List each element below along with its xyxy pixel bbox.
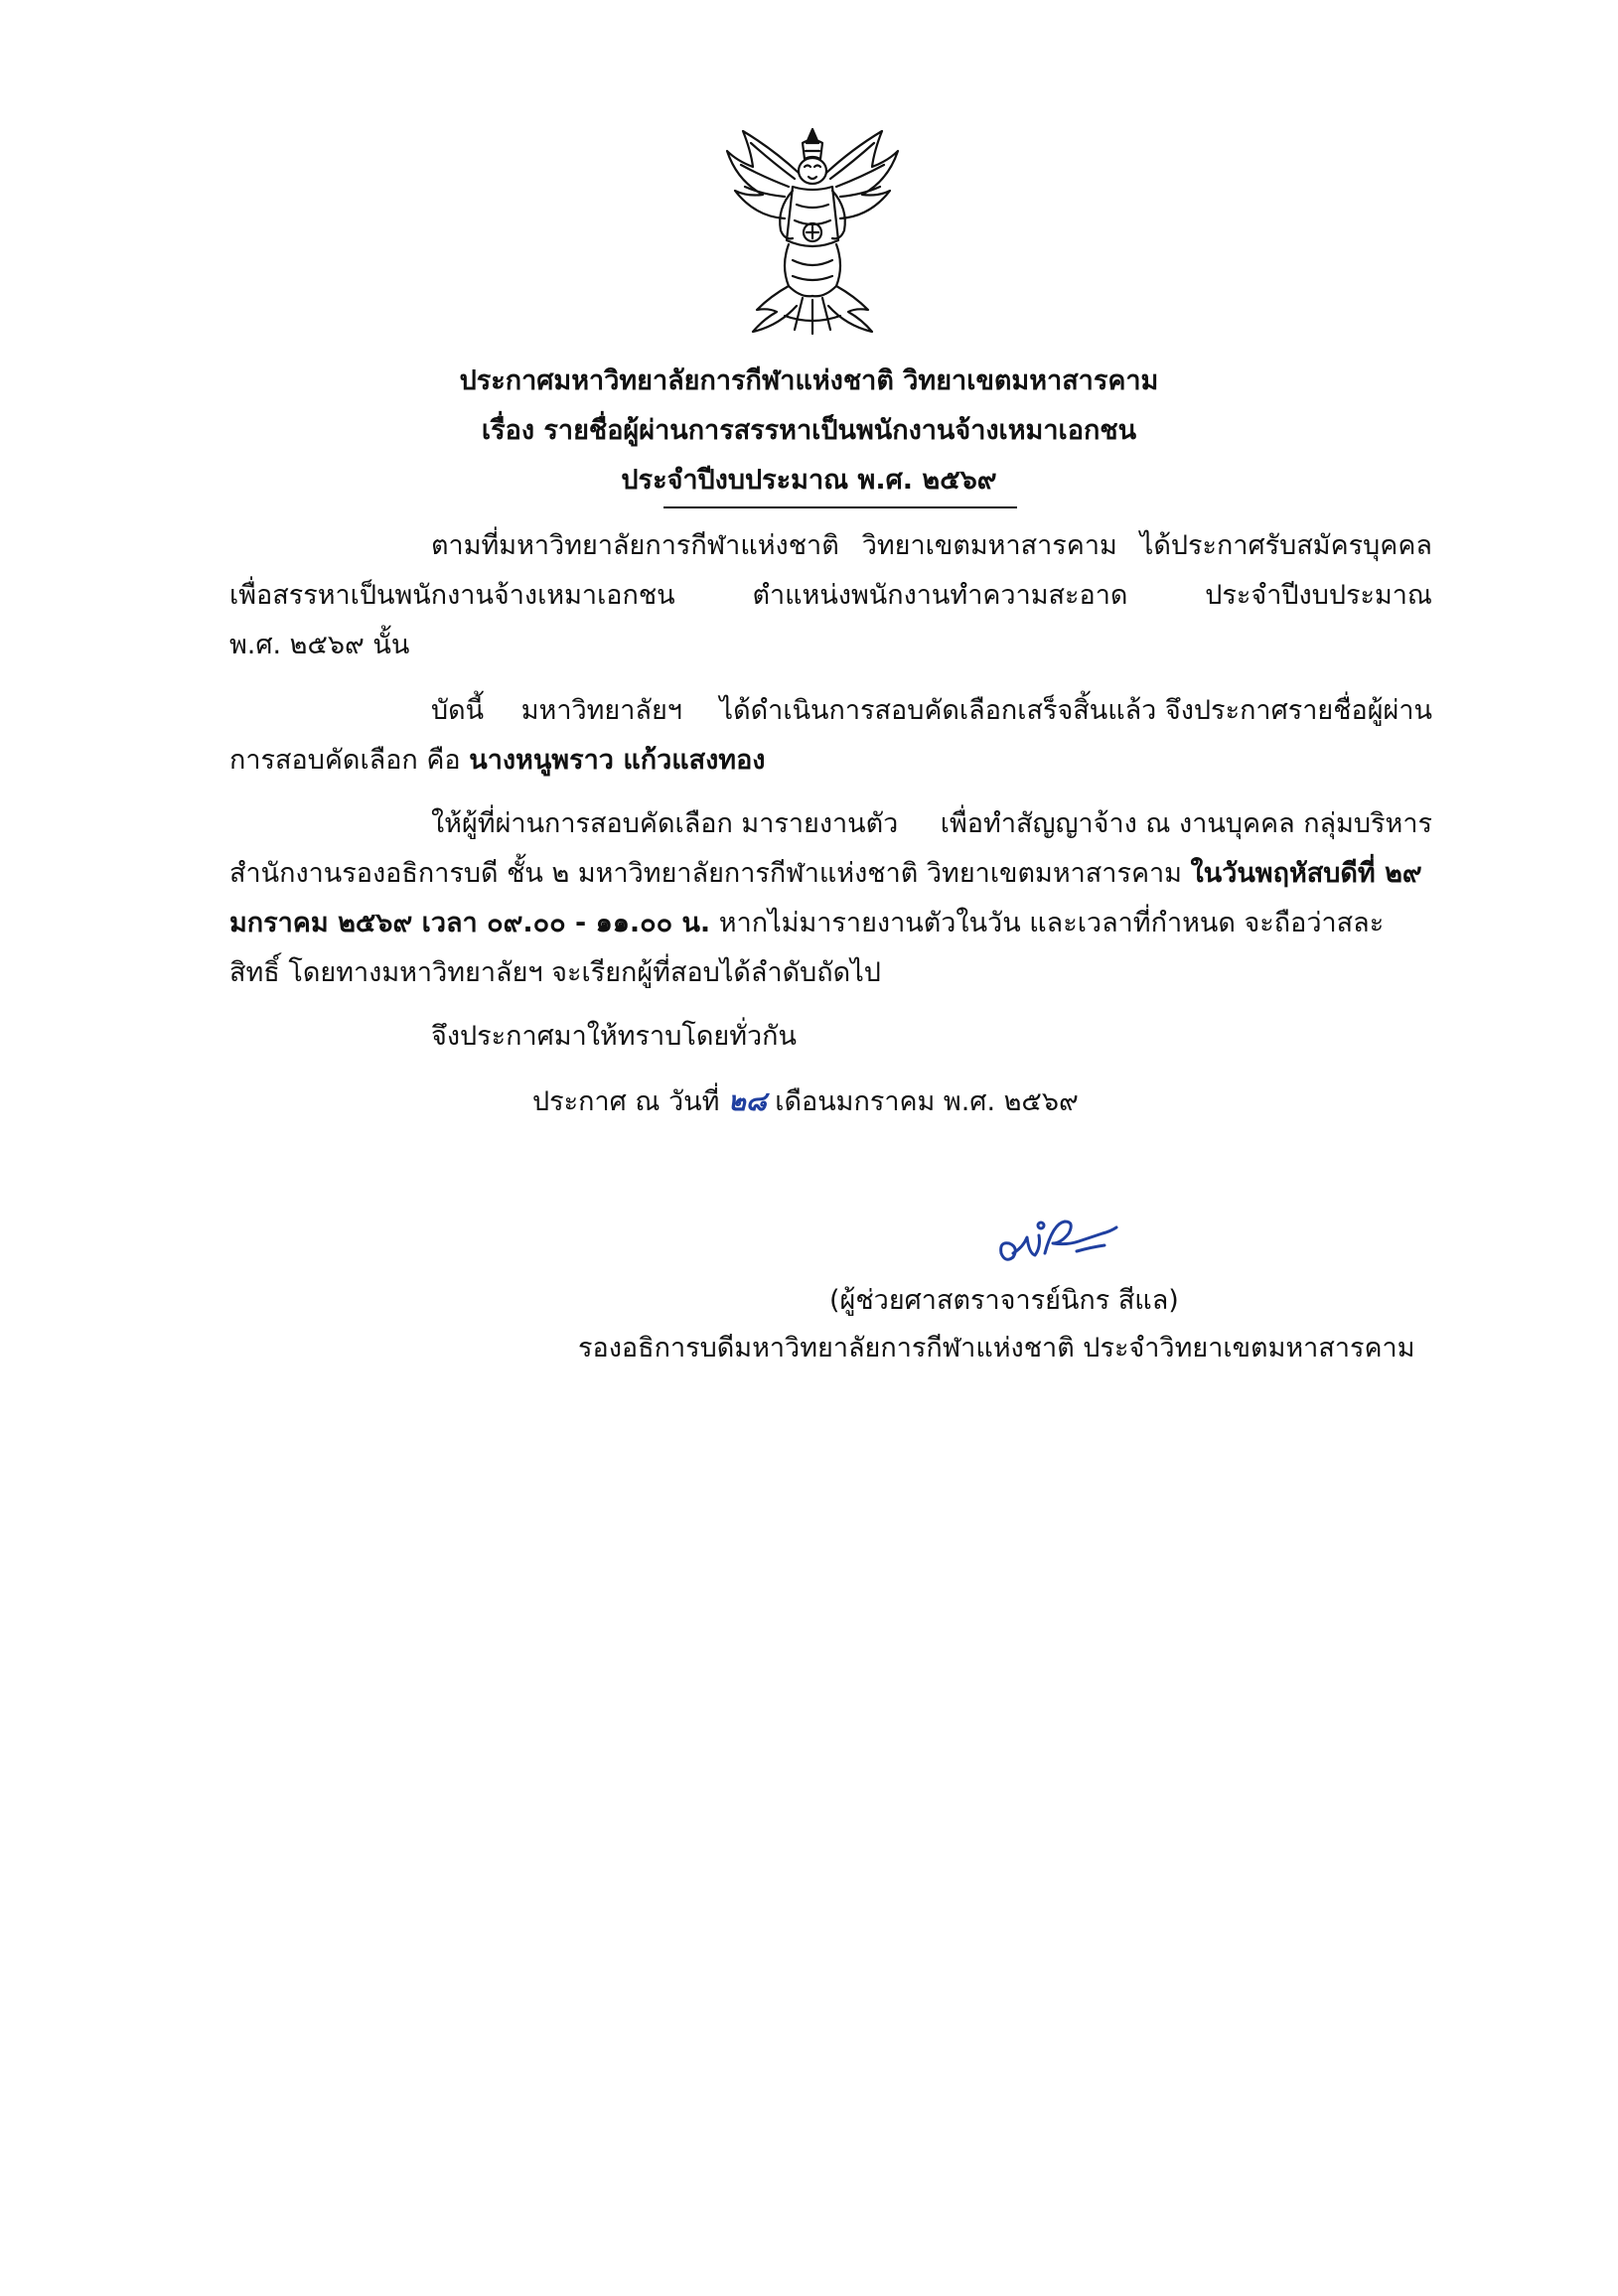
para3-text: สำนักงานรองอธิการบดี ชั้น ๒ มหาวิทยาลัยการกีฬาแห่งชาติ วิทยาเขตมหาสารคาม <box>229 858 1191 889</box>
para3-seg: เพื่อทำสัญญาจ้าง ณ งานบุคคล กลุ่มบริหาร <box>940 808 1432 839</box>
paragraph-1-line-1 <box>431 524 1432 568</box>
para1-seg: ได้ประกาศรับสมัครบุคคล <box>1139 530 1432 561</box>
paragraph-3-line-3 <box>229 902 1384 945</box>
para1-seg: เพื่อสรรหาเป็นพนักงานจ้างเหมาเอกชน <box>229 580 675 611</box>
para1-seg: ประจำปีงบประมาณ <box>1205 580 1432 611</box>
date-prefix: ประกาศ ณ วันที่ <box>532 1086 729 1117</box>
handwritten-day: ๒๘ <box>728 1086 767 1117</box>
passed-candidate-name: นางหนูพราว แก้วแสงทอง <box>469 745 766 776</box>
announcement-title: ประกาศมหาวิทยาลัยการกีฬาแห่งชาติ วิทยาเขตมหาสารคาม <box>459 365 1159 396</box>
para2-prefix: การสอบคัดเลือก คือ <box>229 745 470 776</box>
date-suffix: เดือนมกราคม พ.ศ. ๒๕๖๙ <box>766 1086 1079 1117</box>
para3-text: หากไม่มารายงานตัวในวัน และเวลาที่กำหนด จะถือว่าสละ <box>710 908 1385 938</box>
report-time: มกราคม ๒๕๖๙ เวลา ๐๙.๐๐ - ๑๑.๐๐ น. <box>229 908 711 938</box>
report-date: ในวันพฤหัสบดีที่ ๒๙ <box>1190 858 1422 889</box>
heading-underline <box>663 506 1017 508</box>
paragraph-3-line-1 <box>431 802 1432 846</box>
announcement-fiscal-year: ประจำปีงบประมาณ พ.ศ. ๒๕๖๙ <box>621 465 997 496</box>
closing-statement: จึงประกาศมาให้ทราบโดยทั่วกัน <box>431 1021 797 1052</box>
signatory-position: รองอธิการบดีมหาวิทยาลัยการกีฬาแห่งชาติ ประจำวิทยาเขตมหาสารคาม <box>578 1333 1415 1363</box>
para2-seg: ได้ดำเนินการสอบคัดเลือกเสร็จสิ้นแล้ว จึงประกาศรายชื่อผู้ผ่าน <box>719 695 1432 726</box>
paragraph-2-line-1 <box>431 689 1432 733</box>
para1-seg: วิทยาเขตมหาสารคาม <box>861 530 1117 561</box>
paragraph-3-line-4: สิทธิ์ โดยทางมหาวิทยาลัยฯ จะเรียกผู้ที่สอบได้ลำดับถัดไป <box>229 957 881 988</box>
garuda-emblem-icon <box>723 121 902 340</box>
para2-seg: มหาวิทยาลัยฯ <box>520 695 682 726</box>
paragraph-3-line-2 <box>229 852 1422 896</box>
paragraph-2-line-2 <box>229 739 766 783</box>
para2-seg: บัดนี้ <box>431 695 485 726</box>
handwritten-signature <box>993 1204 1122 1273</box>
para3-seg: ให้ผู้ที่ผ่านการสอบคัดเลือก มารายงานตัว <box>431 808 899 839</box>
announcement-date <box>532 1080 1079 1124</box>
announcement-subject: เรื่อง รายชื่อผู้ผ่านการสรรหาเป็นพนักงานจ้างเหมาเอกชน <box>481 415 1137 446</box>
paragraph-1-line-2 <box>229 574 1432 618</box>
paragraph-1-line-3: พ.ศ. ๒๕๖๙ นั้น <box>229 630 410 660</box>
para1-seg: ตำแหน่งพนักงานทำความสะอาด <box>752 580 1128 611</box>
para1-seg: ตามที่มหาวิทยาลัยการกีฬาแห่งชาติ <box>431 530 839 561</box>
signatory-name: (ผู้ช่วยศาสตราจารย์นิกร สีแล) <box>829 1285 1179 1316</box>
